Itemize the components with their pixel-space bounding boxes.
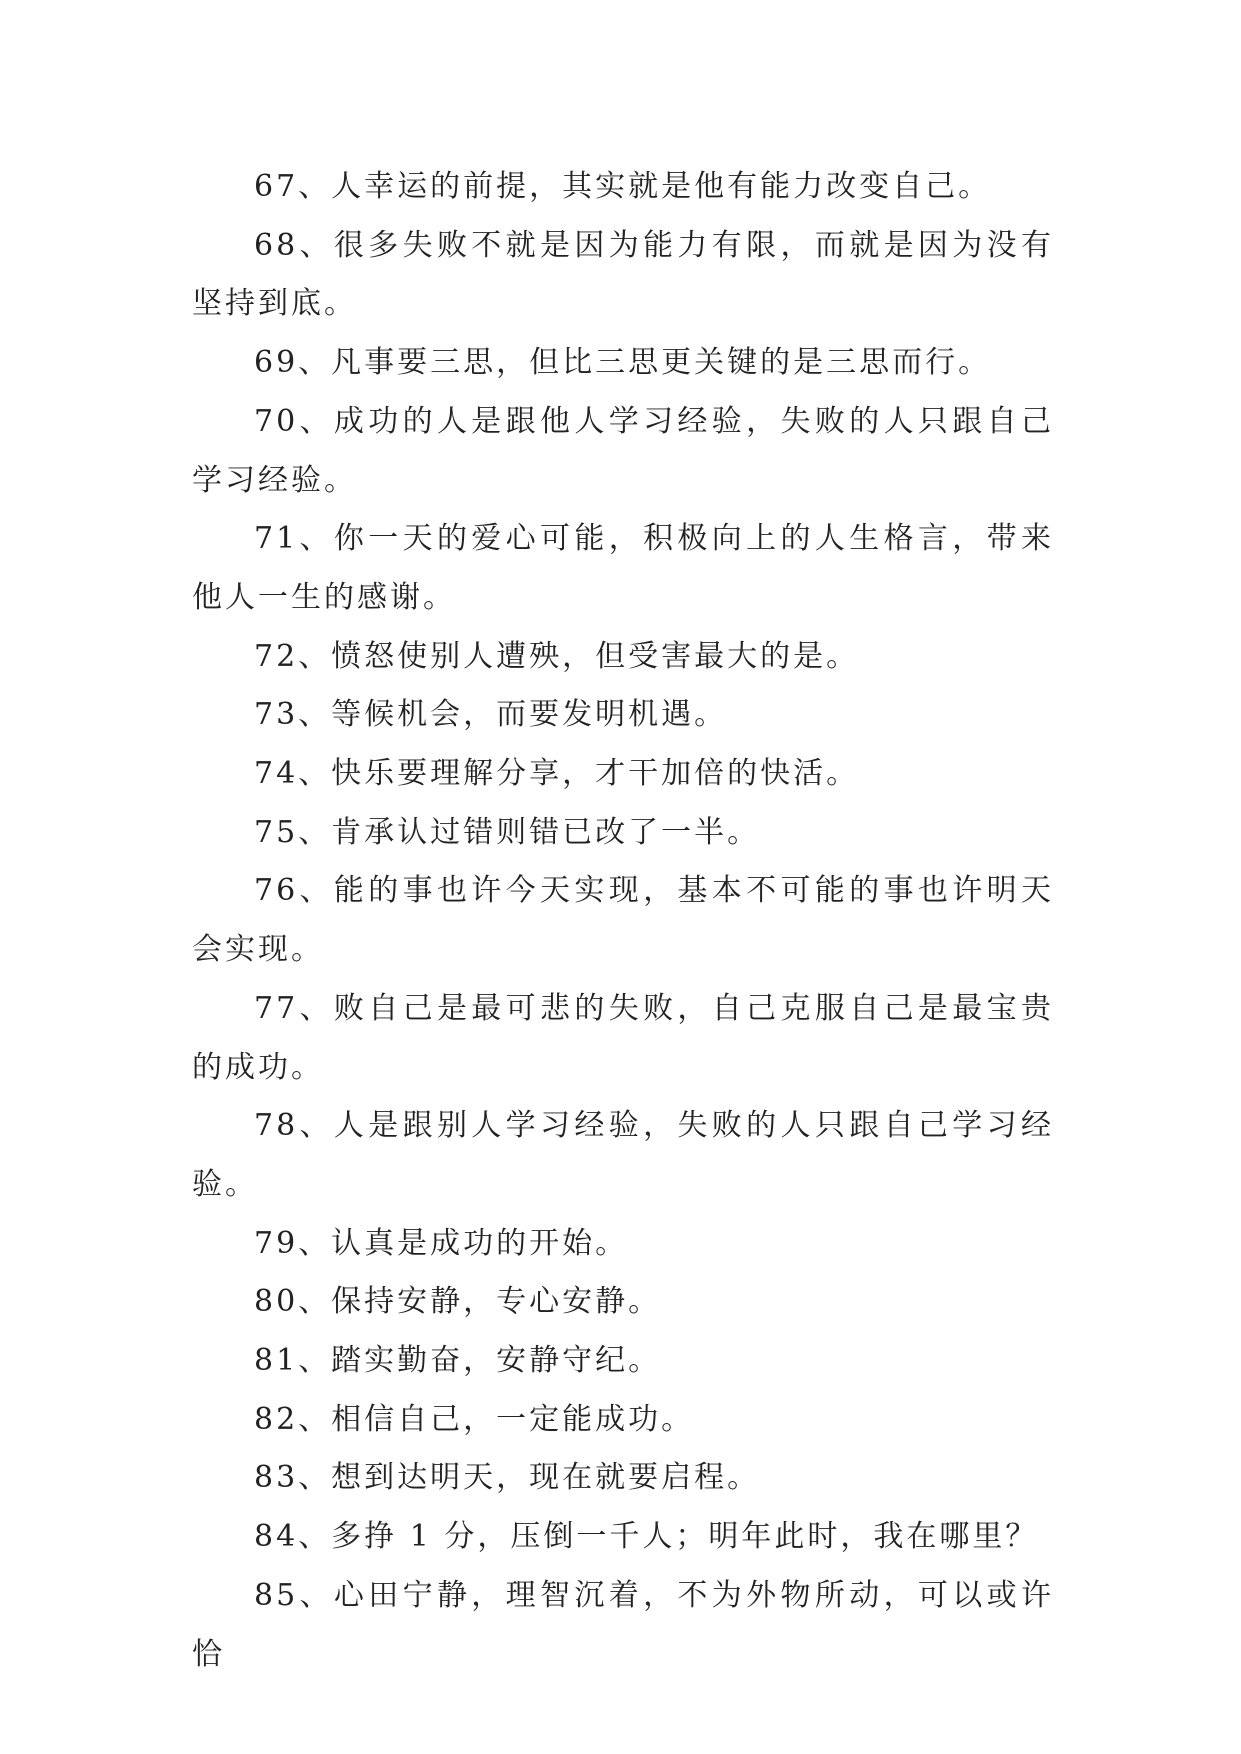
paragraph-76: 76、能的事也许今天实现，基本不可能的事也许明天会实现。 <box>192 873 1054 968</box>
paragraph-68: 68、很多失败不就是因为能力有限，而就是因为没有坚持到底。 <box>192 227 1054 322</box>
paragraph-84: 84、多挣 1 分，压倒一千人；明年此时，我在哪里？ <box>254 1519 1039 1555</box>
paragraph-81: 81、踏实勤奋，安静守纪。 <box>254 1343 662 1379</box>
paragraph-75: 75、肯承认过错则错已改了一半。 <box>254 814 761 850</box>
paragraph-79: 79、认真是成功的开始。 <box>254 1225 629 1261</box>
paragraph-71: 71、你一天的爱心可能，积极向上的人生格言，带来他人一生的感谢。 <box>192 521 1054 615</box>
paragraph-69: 69、凡事要三思，但比三思更关键的是三思而行。 <box>254 345 992 381</box>
paragraph-74: 74、快乐要理解分享，才干加倍的快活。 <box>254 756 860 792</box>
paragraph-70: 70、成功的人是跟他人学习经验，失败的人只跟自己学习经验。 <box>192 403 1054 498</box>
paragraph-78: 78、人是跟别人学习经验，失败的人只跟自己学习经验。 <box>192 1108 1054 1202</box>
paragraph-82: 82、相信自己，一定能成功。 <box>254 1401 695 1437</box>
paragraph-77: 77、败自己是最可悲的失败，自己克服自己是最宝贵的成功。 <box>192 990 1054 1085</box>
document-body <box>192 158 1054 1684</box>
paragraph-72: 72、愤怒使别人遭殃，但受害最大的是。 <box>254 638 860 674</box>
paragraph-85: 85、心田宁静，理智沉着，不为外物所动，可以或许恰 <box>192 1577 1054 1672</box>
paragraph-83: 83、想到达明天，现在就要启程。 <box>254 1460 761 1496</box>
paragraph-80: 80、保持安静，专心安静。 <box>254 1284 662 1320</box>
paragraph-67: 67、人幸运的前提，其实就是他有能力改变自己。 <box>254 169 992 204</box>
paragraph-73: 73、等候机会，而要发明机遇。 <box>254 697 728 733</box>
